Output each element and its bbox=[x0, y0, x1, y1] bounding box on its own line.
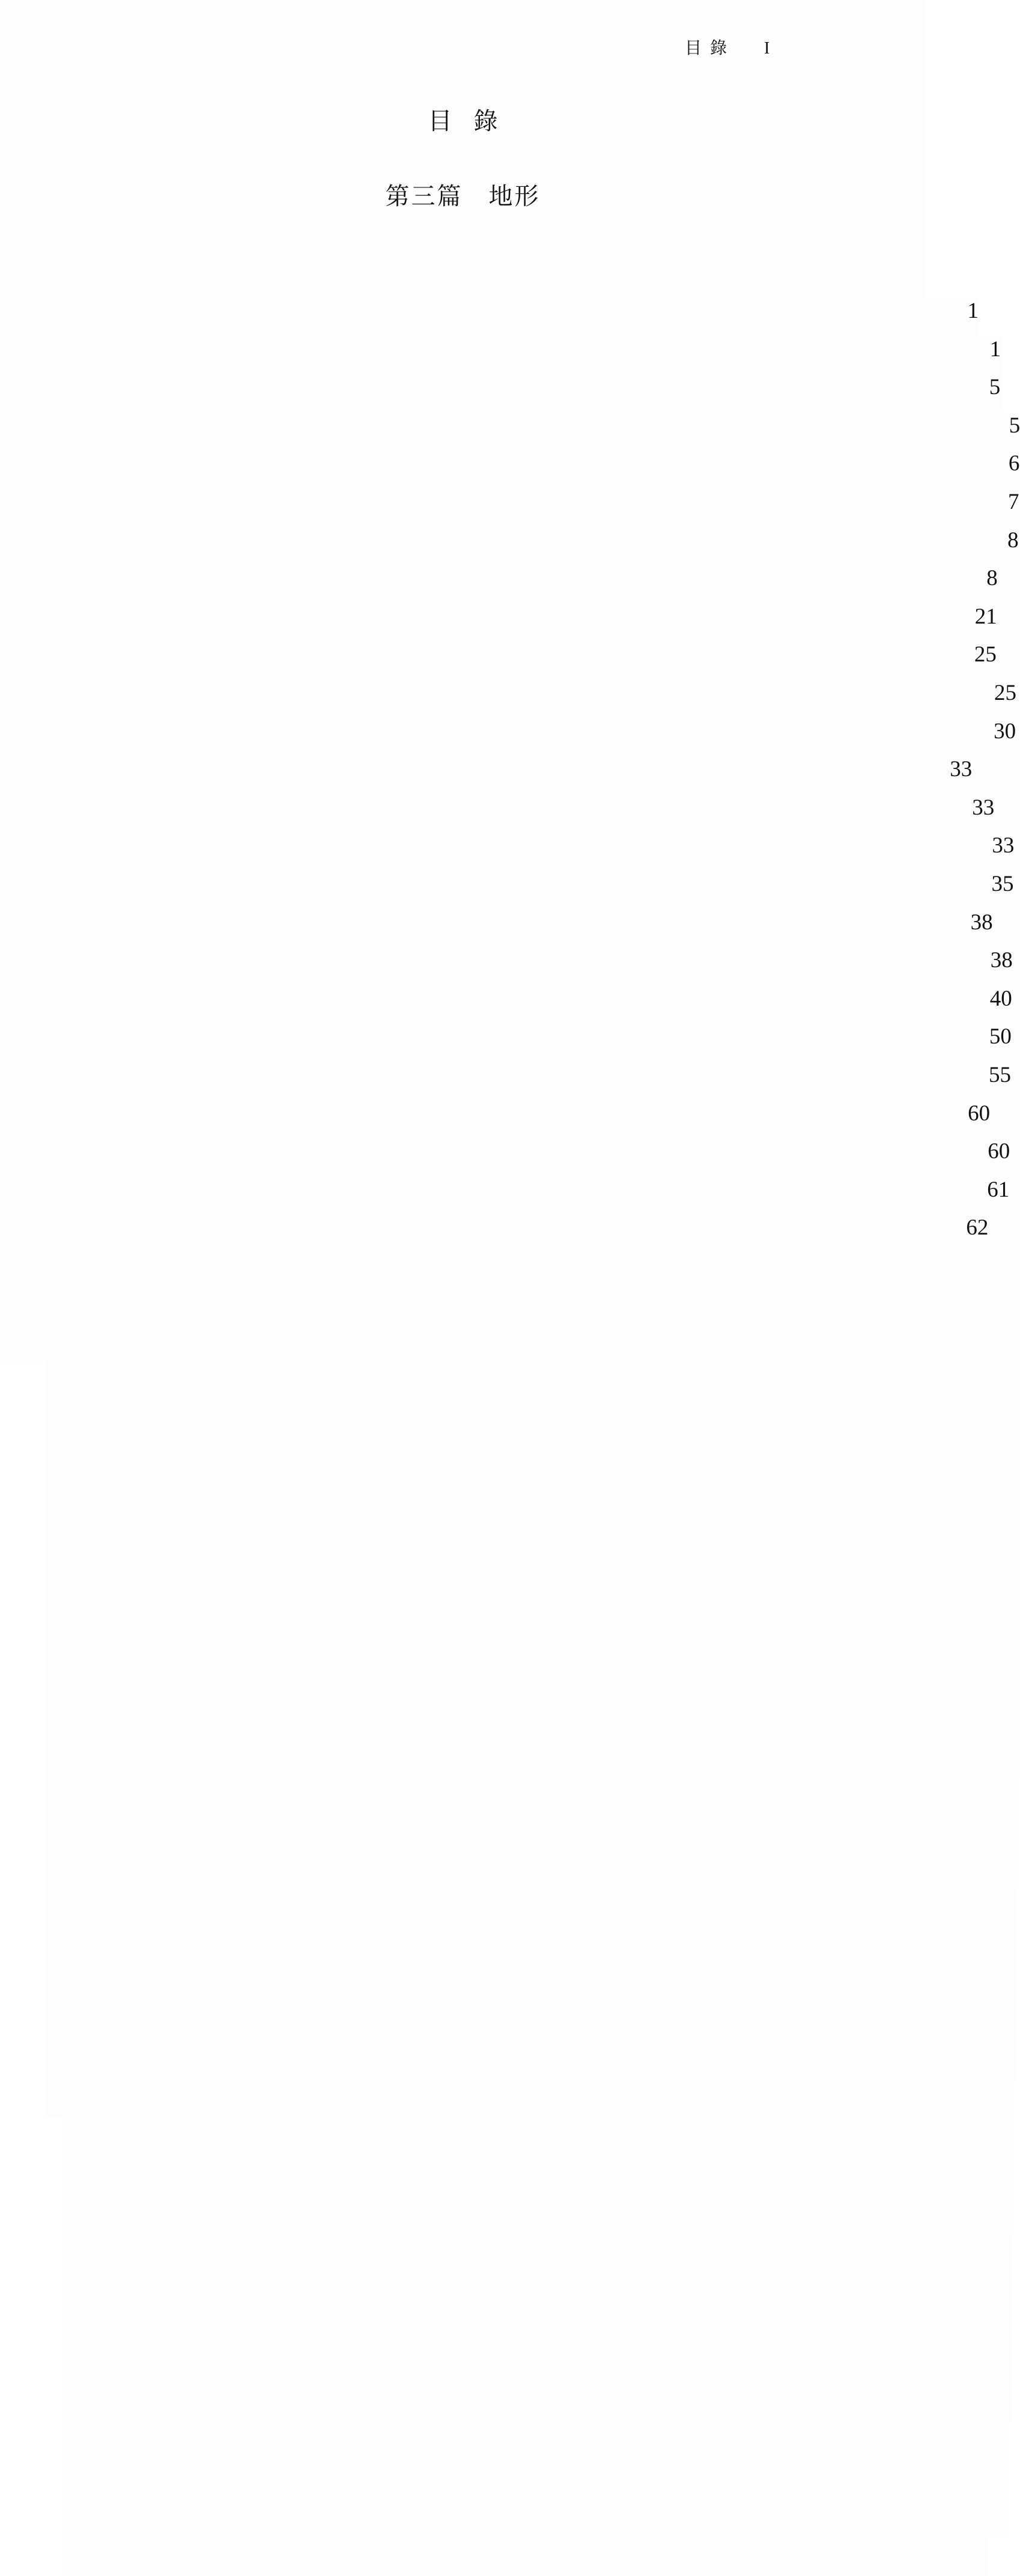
running-head-page-number: I bbox=[764, 39, 771, 58]
toc-entry-page-number: 33 bbox=[88, 833, 1014, 2194]
toc-entry-section bbox=[67, 910, 993, 946]
toc-entry-section bbox=[75, 336, 1001, 372]
toc-entry-item bbox=[85, 1062, 1011, 1098]
toc-entry-page-number: 38 bbox=[87, 947, 1013, 2309]
toc-entry-page-number: 61 bbox=[83, 1177, 1009, 2538]
toc-entry-page-number: 25 bbox=[71, 642, 997, 2003]
toc-entry-page-number: 50 bbox=[86, 1024, 1012, 2385]
toc-entry-page-number: 8 bbox=[72, 565, 998, 1927]
toc-entry-page-number: 21 bbox=[71, 604, 997, 1965]
toc-entry-section bbox=[74, 374, 1001, 410]
toc-entry-page-number: 55 bbox=[85, 1062, 1011, 2423]
table-of-contents bbox=[0, 298, 1020, 1271]
toc-entry-page-number: 8 bbox=[93, 527, 1019, 1889]
toc-entry-page-number: 5 bbox=[94, 413, 1020, 1774]
toc-entry-section bbox=[71, 642, 997, 678]
toc-entry-section bbox=[64, 1101, 991, 1137]
toc-entry-page-number: 33 bbox=[68, 795, 994, 2156]
toc-entry-page-number: 40 bbox=[87, 986, 1012, 2347]
toc-entry-item bbox=[87, 947, 1013, 983]
toc-entry-item bbox=[93, 527, 1019, 564]
toc-entry-section bbox=[72, 565, 998, 601]
toc-entry-item bbox=[91, 680, 1016, 716]
toc-entry-item bbox=[83, 1177, 1010, 1213]
toc-entry-page-number: 60 bbox=[84, 1138, 1010, 2500]
toc-entry-page-number: 1 bbox=[53, 298, 979, 1659]
toc-entry-item bbox=[90, 718, 1016, 755]
toc-entry-chapter bbox=[46, 756, 973, 792]
running-head-title: 目錄 bbox=[685, 38, 736, 58]
toc-entry-page-number: 33 bbox=[46, 756, 972, 2118]
toc-entry-page-number: 38 bbox=[67, 910, 993, 2271]
toc-entry-item bbox=[86, 1024, 1012, 1060]
part-title: 第三篇 地形 bbox=[385, 183, 541, 210]
toc-entry-section bbox=[71, 604, 997, 640]
contents-title: 目錄 bbox=[428, 108, 520, 135]
toc-entry-item bbox=[88, 871, 1014, 907]
toc-entry-chapter bbox=[53, 298, 979, 334]
toc-entry-item bbox=[88, 833, 1015, 869]
toc-entry-page-number: 35 bbox=[88, 871, 1014, 2232]
toc-entry-page-number: 25 bbox=[91, 680, 1016, 2041]
toc-entry-page-number: 62 bbox=[62, 1215, 988, 2576]
running-head bbox=[685, 35, 841, 59]
toc-entry-item bbox=[94, 489, 1019, 525]
toc-entry-page-number: 30 bbox=[90, 718, 1016, 2080]
toc-entry-section bbox=[62, 1215, 989, 1251]
toc-entry-page-number: 6 bbox=[94, 451, 1019, 1812]
toc-entry-item bbox=[94, 413, 1020, 449]
toc-entry-page-number: 7 bbox=[94, 489, 1019, 1850]
toc-entry-page-number: 1 bbox=[75, 336, 1001, 1698]
toc-entry-page-number: 5 bbox=[74, 374, 1000, 1736]
toc-entry-item bbox=[94, 451, 1020, 487]
toc-entry-item bbox=[87, 986, 1012, 1022]
toc-entry-section bbox=[68, 795, 995, 831]
toc-entry-page-number: 60 bbox=[64, 1101, 990, 2462]
toc-entry-item bbox=[84, 1138, 1010, 1174]
